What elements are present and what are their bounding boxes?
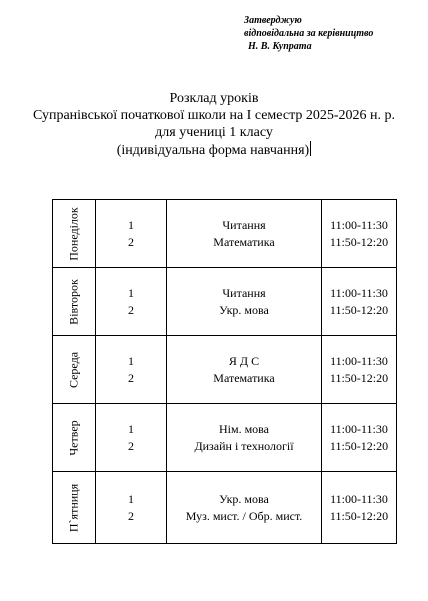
lesson-number: 1 (128, 491, 134, 506)
lesson-subjects (167, 404, 322, 472)
title-line-4: (індивідуальна форма навчання) (116, 143, 310, 158)
day-label: П`ятниця (66, 483, 81, 532)
approval-title: Затверджую (244, 15, 302, 26)
schedule-table (52, 199, 397, 544)
lesson-subject: Математика (213, 370, 275, 385)
table-row (53, 472, 397, 544)
lesson-numbers (96, 472, 167, 544)
approval-position: відповідальна за керівництво (244, 28, 374, 39)
lesson-time: 11:00-11:30 (330, 353, 388, 368)
lesson-times (322, 200, 397, 268)
lesson-subject: Нім. мова (218, 421, 270, 436)
day-cell (53, 268, 96, 336)
day-label: Вівторок (66, 278, 81, 325)
lesson-time: 11:50-12:20 (329, 438, 389, 453)
day-cell (53, 404, 96, 472)
day-cell (53, 472, 96, 544)
lesson-subject: Муз. мист. / Обр. мист. (185, 508, 303, 523)
day-cell (53, 336, 96, 404)
lesson-times (322, 268, 397, 336)
title-line-4-wrap (0, 141, 428, 159)
title-line-2: Супранівської початкової школи на І семестр 2025-2026 н. р. (32, 108, 396, 123)
lesson-number: 2 (128, 508, 134, 523)
lesson-time: 11:50-12:20 (329, 234, 389, 249)
day-label: Понеділок (66, 206, 81, 261)
lesson-time: 11:50-12:20 (329, 370, 389, 385)
lesson-time: 11:00-11:30 (330, 421, 388, 436)
lesson-numbers (96, 336, 167, 404)
lesson-time: 11:00-11:30 (330, 217, 388, 232)
lesson-numbers (96, 404, 167, 472)
lesson-times (322, 404, 397, 472)
lesson-subject: Читання (222, 217, 266, 232)
lesson-subjects (167, 200, 322, 268)
lesson-number: 1 (128, 353, 134, 368)
lesson-subject: Математика (213, 234, 275, 249)
lesson-subjects (167, 336, 322, 404)
lesson-subject: Укр. мова (219, 302, 269, 317)
lesson-number: 1 (128, 421, 134, 436)
lesson-number: 2 (128, 438, 134, 453)
table-row (53, 268, 397, 336)
approval-stamp (244, 14, 373, 53)
title-line-3: для учениці 1 класу (155, 125, 273, 140)
lesson-numbers (96, 268, 167, 336)
table-row (53, 404, 397, 472)
title-line-1: Розклад уроків (169, 91, 259, 106)
lesson-subject: Я Д С (228, 353, 260, 368)
lesson-number: 1 (128, 285, 134, 300)
day-label: Четвер (66, 419, 81, 456)
approval-signatory: Н. В. Купрата (248, 41, 312, 52)
lesson-subject: Укр. мова (219, 491, 269, 506)
day-cell (53, 200, 96, 268)
lesson-subjects (167, 472, 322, 544)
lesson-number: 1 (128, 217, 134, 232)
lesson-numbers (96, 200, 167, 268)
lesson-subject: Дизайн і технології (194, 438, 294, 453)
table-row (53, 200, 397, 268)
table-row (53, 336, 397, 404)
lesson-times (322, 336, 397, 404)
lesson-number: 2 (128, 370, 134, 385)
document-title (0, 90, 428, 159)
lesson-number: 2 (128, 234, 134, 249)
lesson-subjects (167, 268, 322, 336)
lesson-time: 11:00-11:30 (330, 285, 388, 300)
text-cursor (310, 141, 311, 156)
day-label: Середа (66, 351, 81, 388)
lesson-time: 11:50-12:20 (329, 302, 389, 317)
lesson-time: 11:50-12:20 (329, 508, 389, 523)
lesson-subject: Читання (222, 285, 266, 300)
lesson-number: 2 (128, 302, 134, 317)
lesson-times (322, 472, 397, 544)
lesson-time: 11:00-11:30 (330, 491, 388, 506)
